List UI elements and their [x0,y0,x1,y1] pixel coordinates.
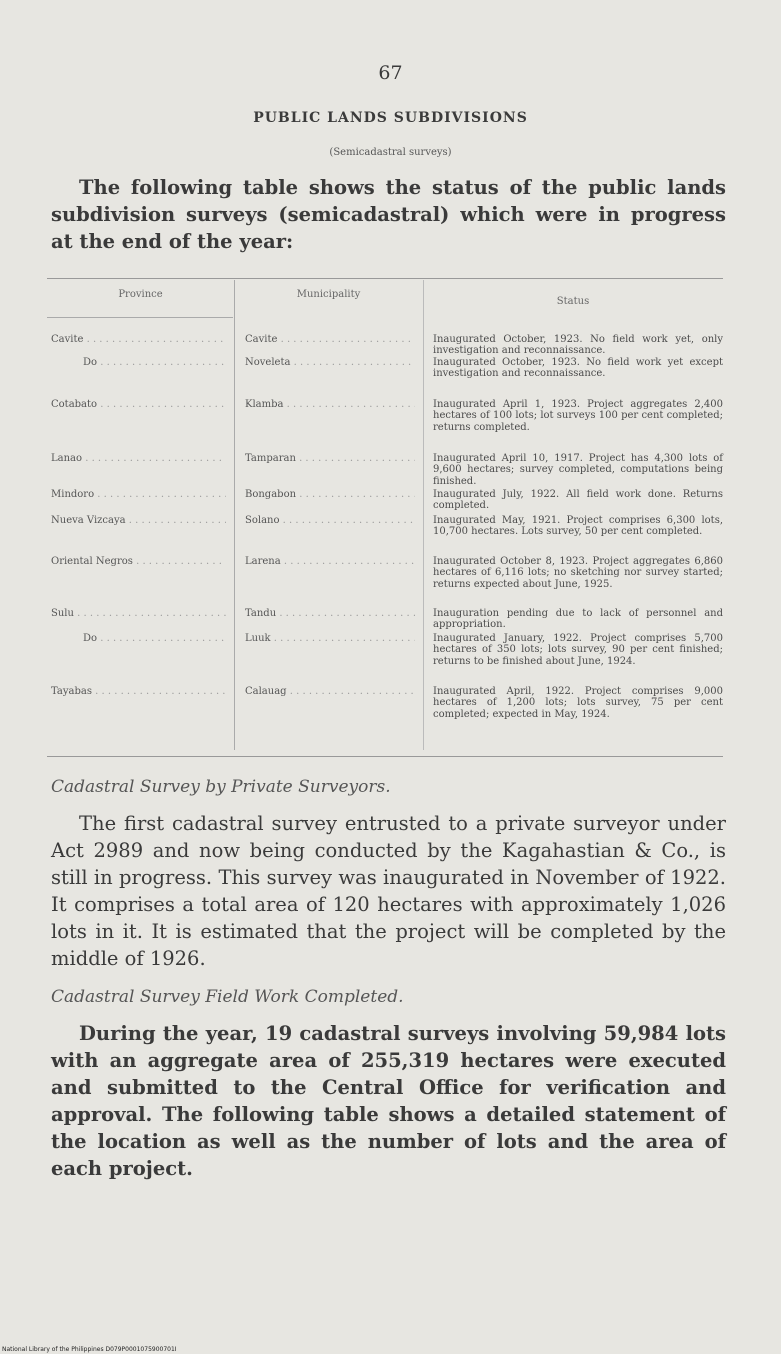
column-header-province: Province [118,289,163,300]
table-cell-status: Inaugurated July, 1922. All field work done. Returns completed. [433,489,723,512]
table-cell-municipality: Luuk . . . [245,633,415,644]
table-cell-status: Inaugurated April, 1922. Project comprises 9,000 hectares of 1,200 lots; lots survey, 75 per cent completed; expected in May, 1924. [433,686,723,720]
table-cell-status: Inaugurated April 1, 1923. Project aggregates 2,400 hectares of 100 lots; lot surveys 100 per cent completed; returns completed. [433,399,723,433]
table-cell-status: Inaugurated October, 1923. No field work yet, only investigation and reconnaissance. [433,334,723,357]
table-cell-province: Oriental Negros . . . [51,556,226,567]
table-cell-municipality: Cavite . . . [245,334,415,345]
table-cell-status: Inaugurated October 8, 1923. Project aggregates 6,860 hectares of 6,116 lots; no sketching nor survey started; returns expected about June, 1925. [433,556,723,590]
table-cell-municipality: Tandu . . . [245,608,415,619]
section-heading-private-surveyors: Cadastral Survey by Private Surveyors. [51,777,391,797]
table-top-rule [47,278,723,279]
table-cell-status: Inaugurated April 10, 1917. Project has 4,300 lots of 9,600 hectares; survey completed, computations being finished. [433,453,723,487]
page-number: 67 [378,62,403,84]
table-cell-province: Tayabas . . . [51,686,226,697]
page-subtitle: (Semicadastral surveys) [329,147,452,158]
table-column-divider [423,280,424,750]
table-cell-province: Cotabato . . . [51,399,226,410]
section-body-private-surveyors: The first cadastral survey entrusted to a private surveyor under Act 2989 and now being conducted by the Kagahastian & Co., is still in progress. This survey was inaugurated in November of 1922. It comprises a total area of 120 hectares with approximately 1,026 lots in it. It is estimated that the project will be completed by the middle of 1926. [51,812,726,970]
table-cell-province: Do . . . [83,357,226,368]
table-cell-status: Inauguration pending due to lack of personnel and appropriation. [433,608,723,631]
archive-footer: National Library of the Philippines D079P0001075900701I [2,1346,177,1353]
column-header-municipality: Municipality [296,289,361,300]
table-cell-municipality: Larena . . . [245,556,415,567]
table-cell-province: Cavite . . . [51,334,226,345]
intro-paragraph: The following table shows the status of the public lands subdivision surveys (semicadastral) which were in progress at the end of the year: [51,176,726,253]
table-bottom-rule [47,756,723,757]
table-cell-municipality: Bongabon . . . [245,489,415,500]
table-cell-province: Lanao . . . [51,453,226,464]
table-cell-municipality: Solano . . . [245,515,415,526]
table-cell-status: Inaugurated May, 1921. Project comprises 6,300 lots, 10,700 hectares. Lots survey, 50 per cent completed. [433,515,723,538]
table-cell-status: Inaugurated October, 1923. No field work yet except investigation and reconnaissance. [433,357,723,380]
table-header-rule [47,317,233,318]
page-title: PUBLIC LANDS SUBDIVISIONS [253,110,528,126]
table-cell-province: Sulu . . . [51,608,226,619]
table-cell-municipality: Tamparan . . . [245,453,415,464]
table-cell-municipality: Noveleta . . . [245,357,415,368]
table-cell-municipality: Klamba . . . [245,399,415,410]
table-cell-municipality: Calauag . . . [245,686,415,697]
column-header-status: Status [556,296,590,307]
section-heading-field-work-completed: Cadastral Survey Field Work Completed. [51,987,404,1007]
table-cell-province: Nueva Vizcaya . . . [51,515,226,526]
table-cell-province: Do . . . [83,633,226,644]
section-body-field-work-completed: During the year, 19 cadastral surveys involving 59,984 lots with an aggregate area of 255,319 hectares were executed and submitted to the Central Office for verification and approval. The following table shows a detailed statement of the location as well as the number of lots and the area of each project. [51,1022,726,1180]
table-cell-province: Mindoro . . . [51,489,226,500]
table-column-divider [234,280,235,750]
table-cell-status: Inaugurated January, 1922. Project comprises 5,700 hectares of 350 lots; lots survey, 90 per cent finished; returns to be finished about June, 1924. [433,633,723,667]
